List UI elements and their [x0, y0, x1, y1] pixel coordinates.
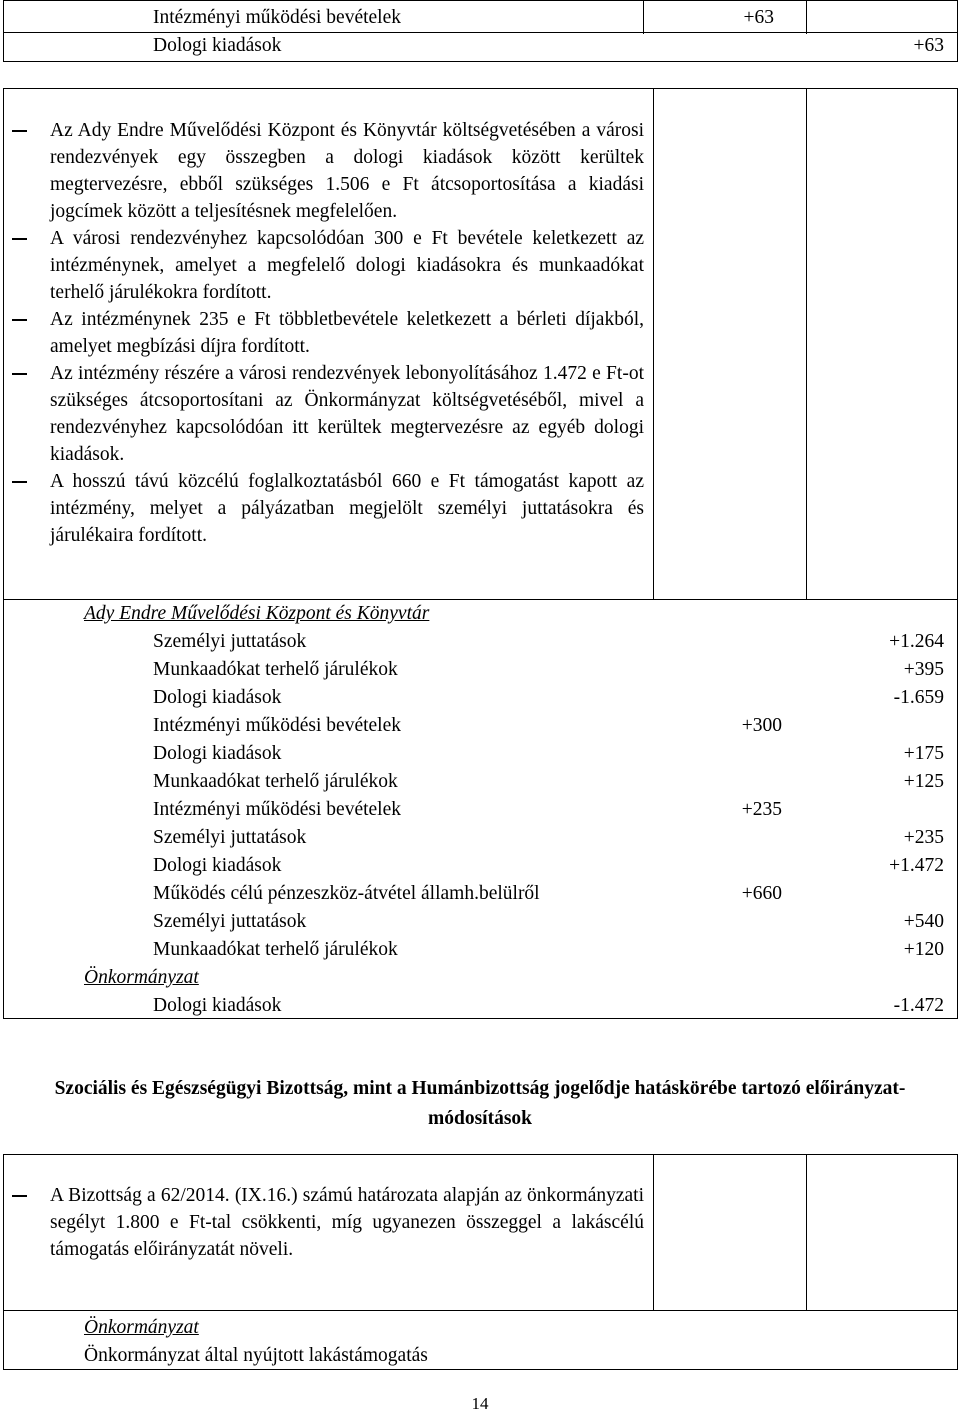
block2-row-divider	[3, 1310, 958, 1311]
row-expense: +120	[903, 939, 944, 960]
row-expense: +175	[903, 743, 944, 764]
block1-bullet-list	[50, 117, 644, 549]
row-label: Munkaadókat terhelő járulékok	[153, 939, 398, 960]
row-label: Munkaadókat terhelő járulékok	[153, 659, 398, 680]
list-item: A Bizottság a 62/2014. (IX.16.) számú határozata alapján az önkormányzati segélyt 1.800 e Ft-tal csökkenti, míg ugyanezen összeggel a lakáscélú támogatás előirányzatát növeli.	[50, 1182, 644, 1263]
row-label: Munkaadókat terhelő járulékok	[153, 771, 398, 792]
row-expense: +395	[903, 659, 944, 680]
row-label: Intézményi működési bevételek	[153, 715, 401, 736]
list-item: Az Ady Endre Művelődési Központ és Könyvtár költségvetésében a városi rendezvények egy összegben a dologi kiadások között kerültek megtervezésre, ebből szükséges 1.506 e Ft átcsoportosítása a kiadási jogcímek között a teljesítésnek megfelelően.	[50, 117, 644, 225]
list-item: A hosszú távú közcélú foglalkoztatásból 660 e Ft támogatást kapott az intézmény, melyet a pályázatban megjelölt személyi juttatásokra és járulékaira fordított.	[50, 468, 644, 549]
onkormanyzat-heading: Önkormányzat	[84, 967, 199, 988]
row-label: Személyi juttatások	[153, 911, 307, 932]
row-label: Önkormányzat által nyújtott lakástámogatás	[84, 1345, 428, 1366]
top-row-expense: +63	[913, 35, 944, 56]
block2-col-divider	[653, 1154, 654, 1311]
top-table-border	[3, 0, 958, 62]
top-row-divider	[3, 32, 958, 33]
row-expense: -1.659	[893, 687, 944, 708]
row-label: Személyi juttatások	[153, 631, 307, 652]
row-label: Személyi juttatások	[153, 827, 307, 848]
row-expense: +1.264	[889, 631, 944, 652]
list-item: A városi rendezvényhez kapcsolódóan 300 e Ft bevétele keletkezett az intézménynek, amelyet a megfelelő dologi kiadásokra és munkaadókat terhelő járulékokra fordított.	[50, 225, 644, 306]
block2-bullet-list	[50, 1182, 644, 1263]
row-expense: -1.472	[893, 995, 944, 1016]
row-label: Dologi kiadások	[153, 687, 282, 708]
row-expense: +540	[903, 911, 944, 932]
top-row-label: Dologi kiadások	[153, 35, 282, 56]
section-title: Szociális és Egészségügyi Bizottság, mint a Humánbizottság jogelődje hatáskörébe tartozó előirányzat-módosítások	[54, 1078, 906, 1129]
row-income: +235	[741, 799, 782, 820]
block1-col-divider-2	[806, 88, 807, 600]
block2-col-divider-2	[806, 1154, 807, 1311]
row-income: +300	[741, 715, 782, 736]
row-expense: +1.472	[889, 855, 944, 876]
top-row-income: +63	[743, 7, 774, 28]
top-col-divider	[643, 0, 644, 34]
institution-heading: Ady Endre Művelődési Központ és Könyvtár	[84, 603, 430, 624]
row-expense: +235	[903, 827, 944, 848]
top-col-divider-2	[806, 0, 807, 34]
list-item: Az intézménynek 235 e Ft többletbevétele keletkezett a bérleti díjakból, amelyet megbízási díjra fordított.	[50, 306, 644, 360]
row-income: +660	[741, 883, 782, 904]
row-label: Intézményi működési bevételek	[153, 799, 401, 820]
onkormanyzat-heading: Önkormányzat	[84, 1317, 199, 1338]
page-number: 14	[471, 1394, 489, 1413]
row-label: Dologi kiadások	[153, 855, 282, 876]
row-label: Működés célú pénzeszköz-átvétel államh.belülről	[153, 883, 540, 904]
row-label: Dologi kiadások	[153, 743, 282, 764]
list-item: Az intézmény részére a városi rendezvények lebonyolításához 1.472 e Ft-ot szükséges átcsoportosítani az Önkormányzat költségvetéséből, mivel a rendezvényhez kapcsolódóan itt kerültek megtervezésre az egyéb dologi kiadások.	[50, 360, 644, 468]
top-row-label: Intézményi működési bevételek	[153, 7, 401, 28]
row-expense: +125	[903, 771, 944, 792]
block1-col-divider	[653, 88, 654, 600]
row-label: Dologi kiadások	[153, 995, 282, 1016]
